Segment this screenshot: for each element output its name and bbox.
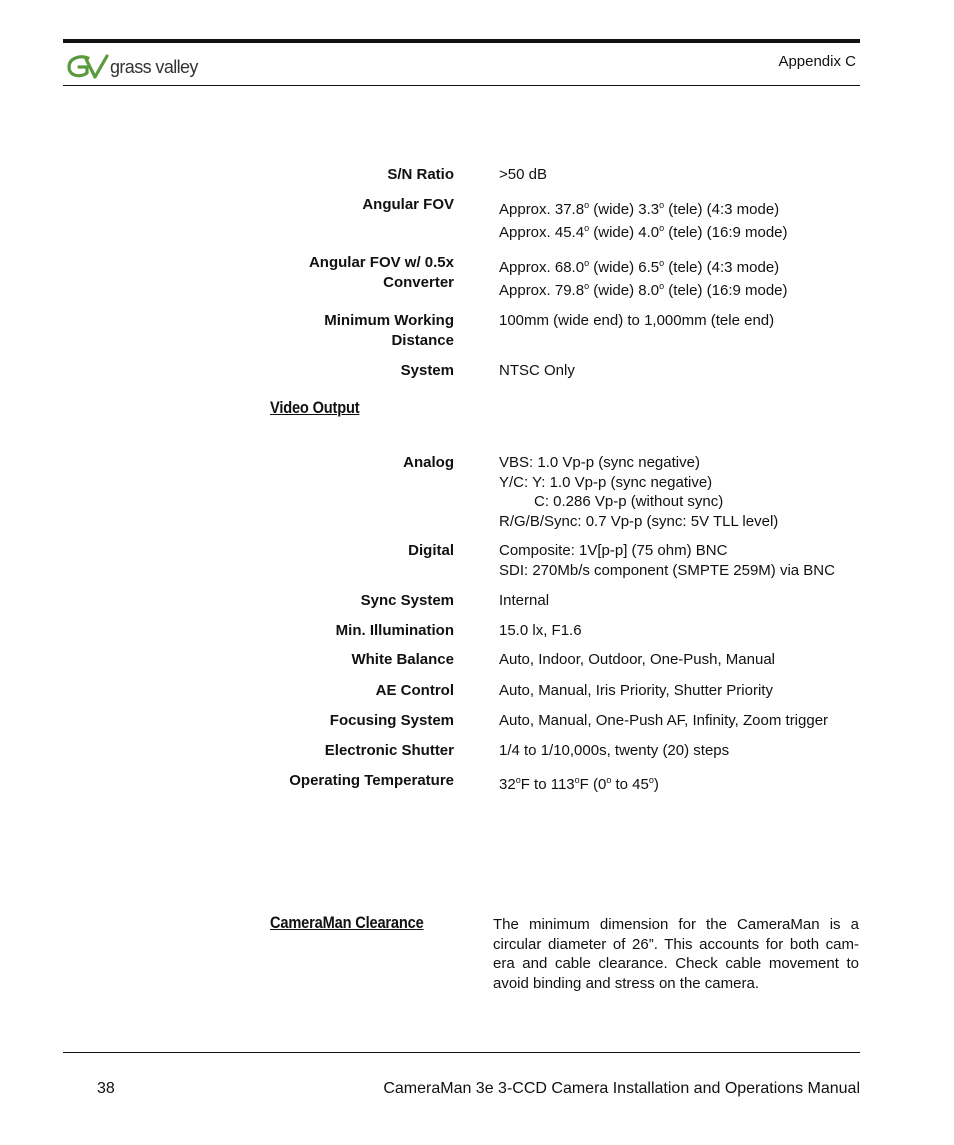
- analog-line-c: C: 0.286 Vp-p (without sync): [534, 493, 724, 510]
- spec-value-sn-ratio: >50 dB: [499, 166, 547, 183]
- spec-value-angular-fov: [499, 198, 788, 244]
- footer-rule: [63, 1052, 860, 1053]
- spec-value-analog: [499, 453, 778, 531]
- clearance-heading: CameraMan Clearance: [270, 913, 424, 932]
- gv-logo-mark-icon: [66, 52, 110, 82]
- spec-label-angular-fov-converter: Angular FOV w/ 0.5x Converter: [308, 254, 454, 291]
- spec-label-system: System: [400, 362, 454, 379]
- section-label: Appendix C: [778, 53, 856, 70]
- spec-value-angular-fov-converter: [499, 256, 788, 302]
- spec-label-analog: Analog: [403, 454, 454, 471]
- spec-label-angular-fov: Angular FOV: [362, 196, 454, 213]
- digital-line-composite: Composite: 1V[p-p] (75 ohm) BNC: [499, 542, 728, 559]
- spec-value-ae-control: Auto, Manual, Iris Priority, Shutter Priority: [499, 682, 773, 699]
- spec-label-focusing-system: Focusing System: [329, 712, 454, 729]
- spec-label-operating-temperature: Operating Temperature: [289, 772, 454, 789]
- fov-converter-line-4-3: Approx. 68.0$^o$ (wide) 6.5$^o$ (tele) (4:3 mode): [499, 258, 780, 276]
- spec-value-electronic-shutter: 1/4 to 1/10,000s, twenty (20) steps: [499, 742, 730, 759]
- manual-title: CameraMan 3e 3-CCD Camera Installation and Operations Manual: [383, 1080, 860, 1097]
- spec-label-electronic-shutter: Electronic Shutter: [324, 742, 454, 759]
- spec-value-system: NTSC Only: [499, 362, 575, 379]
- spec-value-sync-system: Internal: [499, 592, 550, 609]
- logo-text: grass valley: [110, 57, 198, 77]
- header-rule: [63, 85, 860, 86]
- analog-line-rgb: R/G/B/Sync: 0.7 Vp-p (sync: 5V TLL level): [499, 512, 779, 530]
- spec-label-min-illumination: Min. Illumination: [335, 622, 454, 639]
- spec-value-min-working-distance: 100mm (wide end) to 1,000mm (tele end): [499, 312, 775, 329]
- spec-label-sn-ratio: S/N Ratio: [387, 166, 454, 183]
- spec-label-ae-control: AE Control: [375, 682, 454, 699]
- fov-line-16-9: Approx. 45.4$^o$ (wide) 4.0$^o$ (tele) (16:9 mode): [499, 223, 788, 241]
- video-output-heading: Video Output: [270, 398, 360, 417]
- spec-label-digital: Digital: [408, 542, 454, 559]
- spec-value-white-balance: Auto, Indoor, Outdoor, One-Push, Manual: [499, 651, 776, 668]
- analog-line-yc: Y/C: Y: 1.0 Vp-p (sync negative): [499, 473, 713, 491]
- digital-line-sdi: SDI: 270Mb/s component (SMPTE 259M) via BNC: [499, 561, 835, 579]
- page-number: 38: [97, 1080, 115, 1097]
- spec-value-operating-temperature: 32$^o$F to 113$^o$F (0$^o$ to 45$^o$): [499, 775, 659, 793]
- spec-value-min-illumination: 15.0 lx, F1.6: [499, 622, 582, 639]
- fov-line-4-3: Approx. 37.8$^o$ (wide) 3.3$^o$ (tele) (4:3 mode): [499, 200, 780, 218]
- spec-label-min-working-distance: Minimum Working Distance: [324, 312, 454, 349]
- spec-value-digital: [499, 541, 835, 580]
- grass-valley-logo: [66, 52, 206, 82]
- spec-label-white-balance: White Balance: [351, 651, 454, 668]
- analog-line-vbs: VBS: 1.0 Vp-p (sync negative): [499, 454, 700, 471]
- spec-label-sync-system: Sync System: [360, 592, 454, 609]
- spec-value-focusing-system: Auto, Manual, One-Push AF, Infinity, Zoom trigger: [499, 712, 829, 729]
- top-rule: [63, 39, 860, 43]
- clearance-paragraph: The minimum dimension for the CameraMan is a circular diameter of 26”. This accounts for both cam-era and cable clearance. Check cable movement to avoid binding and stress on the camera.: [493, 916, 859, 992]
- fov-converter-line-16-9: Approx. 79.8$^o$ (wide) 8.0$^o$ (tele) (16:9 mode): [499, 281, 788, 299]
